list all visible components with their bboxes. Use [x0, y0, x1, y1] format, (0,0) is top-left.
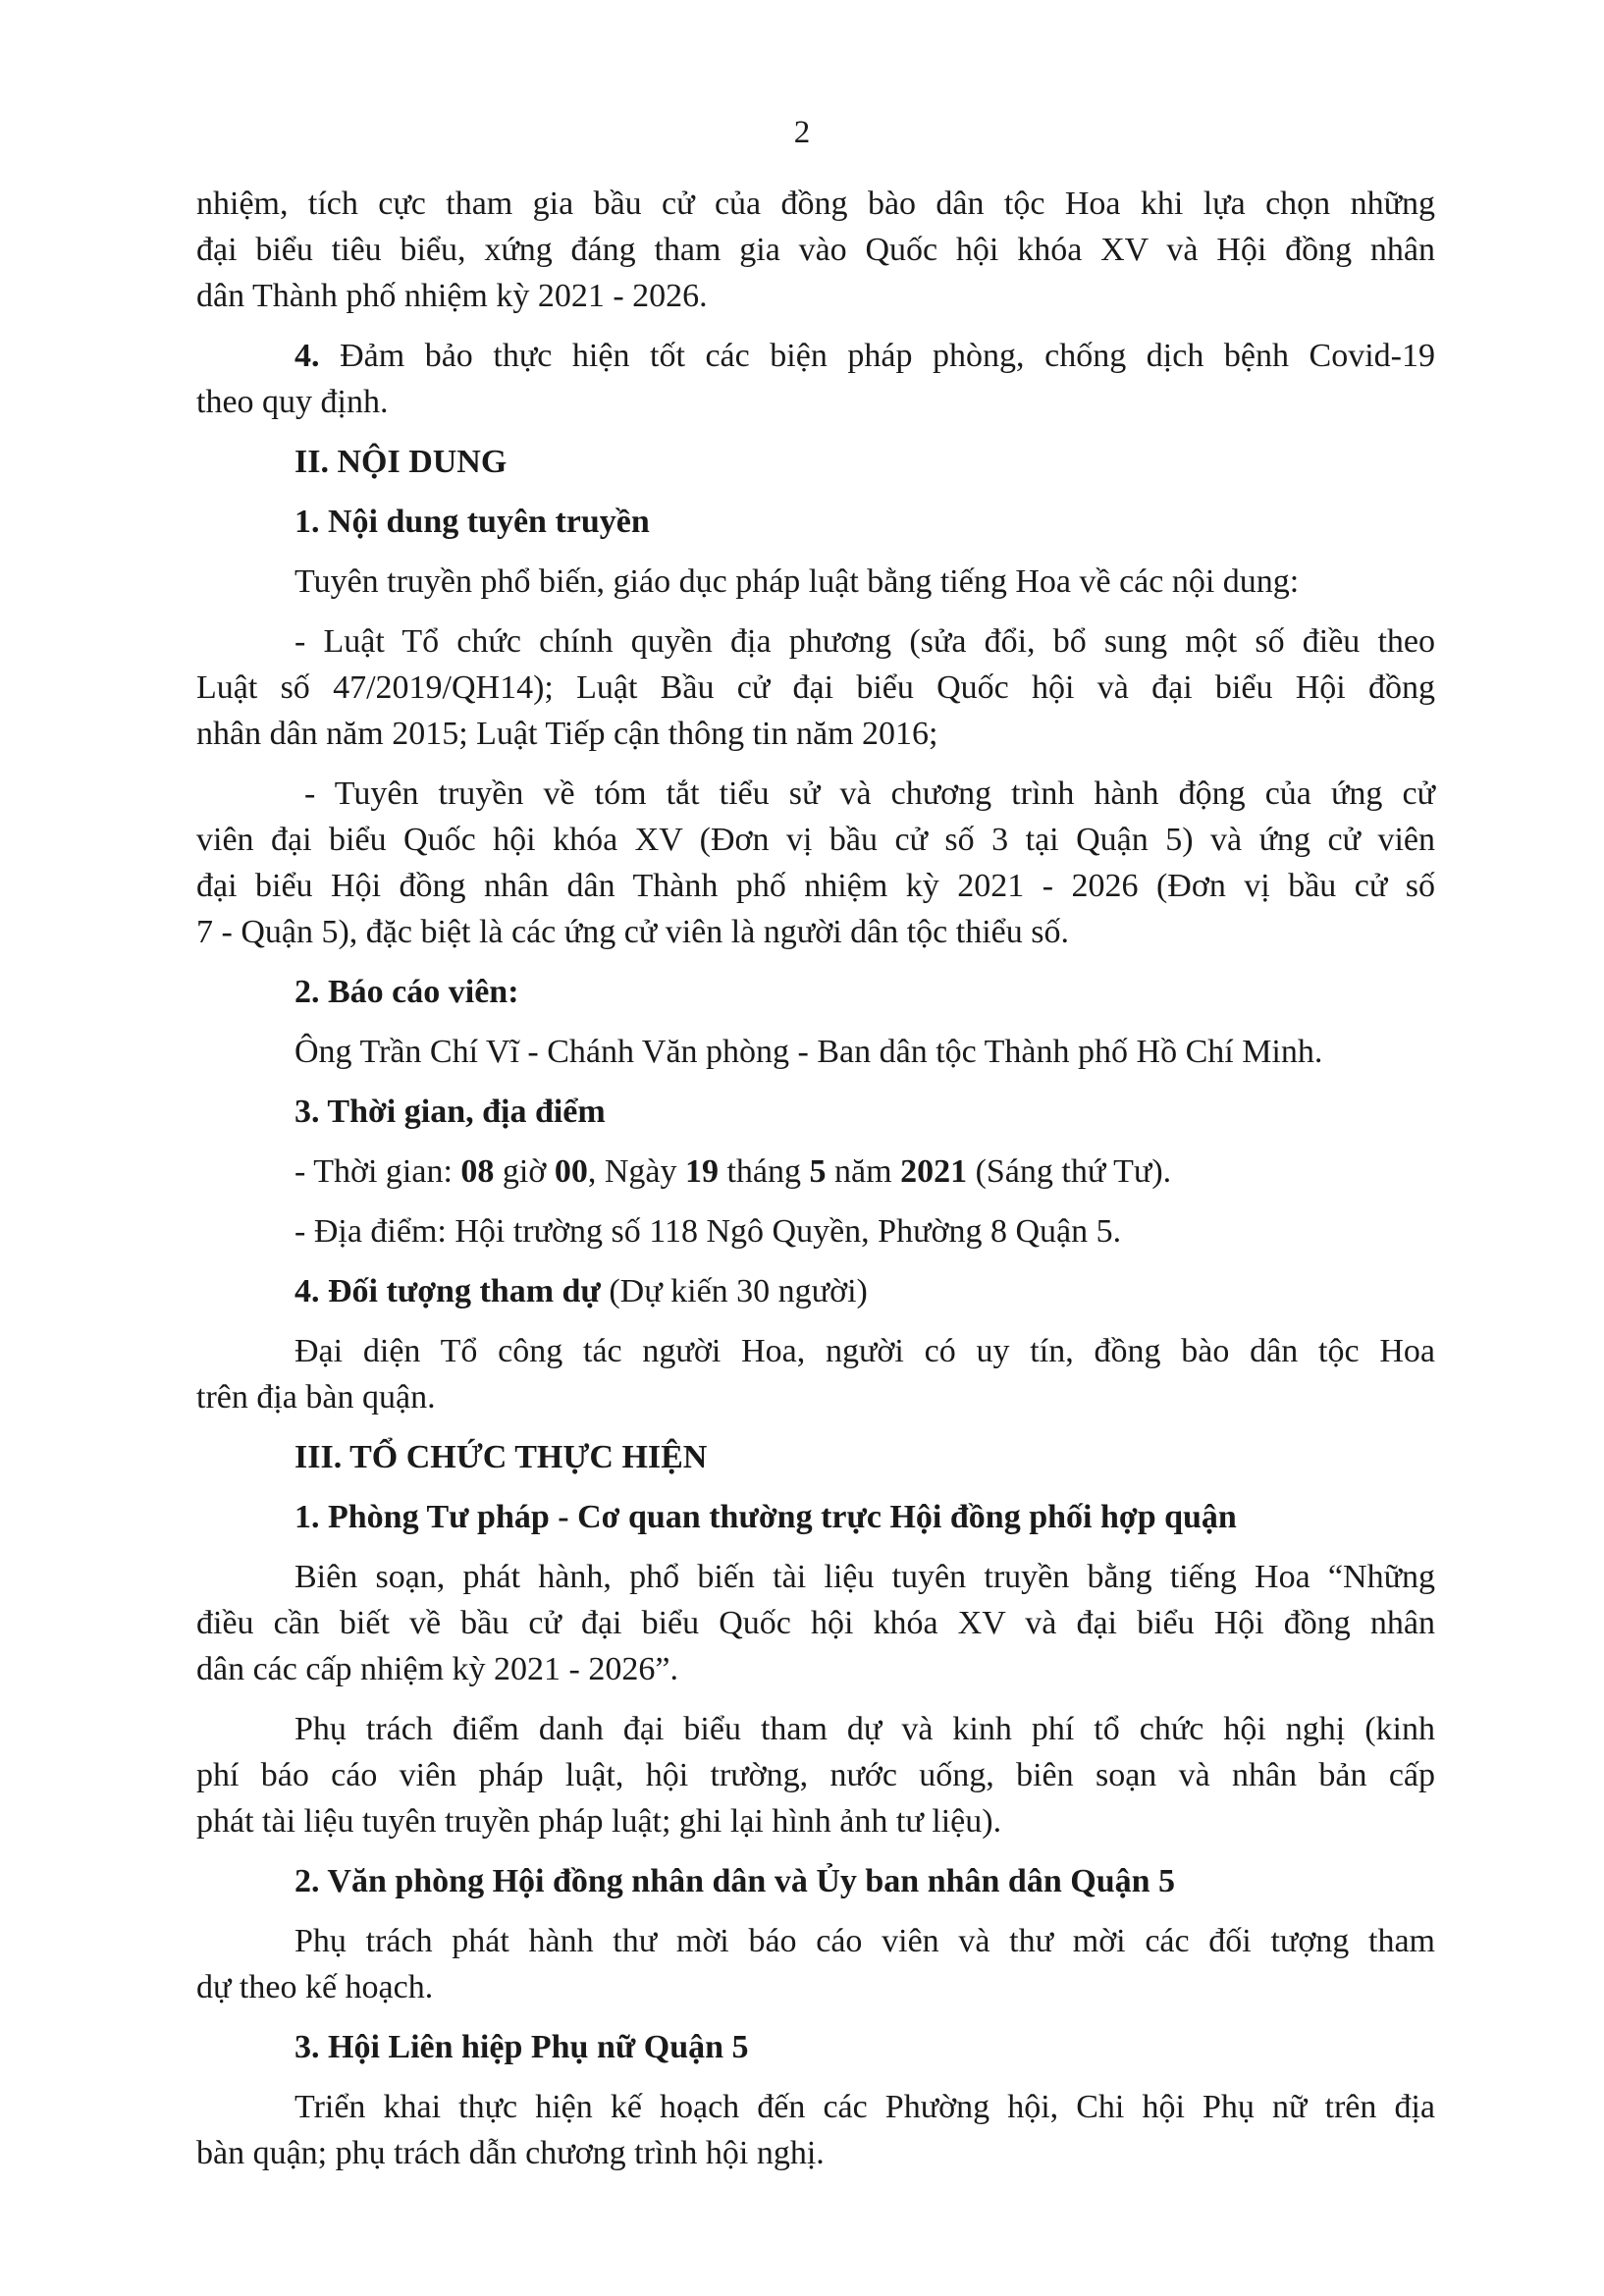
intro-line: dân Thành phố nhiệm kỳ 2021 - 2026. [196, 278, 708, 314]
justice-office-line: Biên soạn, phát hành, phổ biến tài liệu tuyên truyền bằng tiếng Hoa “Những [294, 1559, 1435, 1595]
subheading-justice-office: 1. Phòng Tư pháp - Cơ quan thường trực Hội đồng phối hợp quận [294, 1499, 1237, 1535]
objective-4-text: Đảm bảo thực hiện tốt các biện pháp phòng, chống dịch bệnh Covid-19 [319, 338, 1435, 374]
objective-4 [196, 333, 1435, 379]
council-office-line: dự theo kế hoạch. [196, 1969, 434, 2005]
justice-office-line: phí báo cáo viên pháp luật, hội trường, nước uống, biên soạn và nhân bản cấp [196, 1757, 1435, 1793]
council-office-line: Phụ trách phát hành thư mời báo cáo viên và thư mời các đối tượng tham [294, 1923, 1435, 1959]
bullet-candidates-line: đại biểu Hội đồng nhân dân Thành phố nhiệm kỳ 2021 - 2026 (Đơn vị bầu cử số [196, 868, 1435, 904]
justice-office-line: Phụ trách điểm danh đại biểu tham dự và kinh phí tổ chức hội nghị (kinh [294, 1711, 1435, 1747]
objective-4-number: 4. [294, 338, 320, 374]
place-line: - Địa điểm: Hội trường số 118 Ngô Quyền, Phường 8 Quận 5. [294, 1213, 1122, 1250]
attendees-line: Đại diện Tổ công tác người Hoa, người có uy tín, đồng bào dân tộc Hoa [294, 1333, 1435, 1369]
section-heading-content: II. NỘI DUNG [294, 444, 508, 480]
propaganda-intro: Tuyên truyền phổ biến, giáo dục pháp luật bằng tiếng Hoa về các nội dung: [294, 563, 1300, 600]
objective-4-line: theo quy định. [196, 384, 389, 420]
section-heading-implementation: III. TỔ CHỨC THỰC HIỆN [294, 1439, 708, 1475]
justice-office-line: dân các cấp nhiệm kỳ 2021 - 2026”. [196, 1651, 678, 1687]
speaker-text: Ông Trần Chí Vĩ - Chánh Văn phòng - Ban dân tộc Thành phố Hồ Chí Minh. [294, 1034, 1323, 1070]
subheading-council-office: 2. Văn phòng Hội đồng nhân dân và Ủy ban nhân dân Quận 5 [294, 1863, 1176, 1899]
intro-line: đại biểu tiêu biểu, xứng đáng tham gia vào Quốc hội khóa XV và Hội đồng nhân [196, 232, 1435, 268]
justice-office-line: phát tài liệu tuyên truyền pháp luật; ghi lại hình ảnh tư liệu). [196, 1803, 1002, 1840]
intro-line: nhiệm, tích cực tham gia bầu cử của đồng bào dân tộc Hoa khi lựa chọn những [196, 186, 1435, 222]
subheading-attendees: 4. Đối tượng tham dự (Dự kiến 30 người) [294, 1273, 868, 1309]
subheading-time-place: 3. Thời gian, địa điểm [294, 1094, 606, 1130]
document-body [196, 181, 1435, 2176]
bullet-law-line: Luật số 47/2019/QH14); Luật Bầu cử đại biểu Quốc hội và đại biểu Hội đồng [196, 669, 1435, 706]
womens-union-line: bàn quận; phụ trách dẫn chương trình hội nghị. [196, 2135, 825, 2171]
page-number: 2 [793, 115, 811, 150]
bullet-law-line: - Luật Tổ chức chính quyền địa phương (sửa đổi, bổ sung một số điều theo [294, 623, 1435, 660]
bullet-law-line: nhân dân năm 2015; Luật Tiếp cận thông tin năm 2016; [196, 716, 938, 752]
subheading-propaganda-content: 1. Nội dung tuyên truyền [294, 504, 650, 540]
attendees-line: trên địa bàn quận. [196, 1379, 436, 1415]
bullet-candidates-line: - Tuyên truyền về tóm tắt tiểu sử và chương trình hành động của ứng cử [304, 775, 1435, 812]
time-line: - Thời gian: 08 giờ 00, Ngày 19 tháng 5 năm 2021 (Sáng thứ Tư). [294, 1153, 1172, 1190]
bullet-candidates-line: 7 - Quận 5), đặc biệt là các ứng cử viên là người dân tộc thiểu số. [196, 914, 1069, 950]
womens-union-line: Triển khai thực hiện kế hoạch đến các Phường hội, Chi hội Phụ nữ trên địa [294, 2089, 1435, 2125]
justice-office-line: điều cần biết về bầu cử đại biểu Quốc hội khóa XV và đại biểu Hội đồng nhân [196, 1605, 1435, 1641]
subheading-speaker: 2. Báo cáo viên: [294, 974, 519, 1010]
bullet-candidates-line: viên đại biểu Quốc hội khóa XV (Đơn vị bầu cử số 3 tại Quận 5) và ứng cử viên [196, 822, 1435, 858]
subheading-womens-union: 3. Hội Liên hiệp Phụ nữ Quận 5 [294, 2029, 749, 2065]
